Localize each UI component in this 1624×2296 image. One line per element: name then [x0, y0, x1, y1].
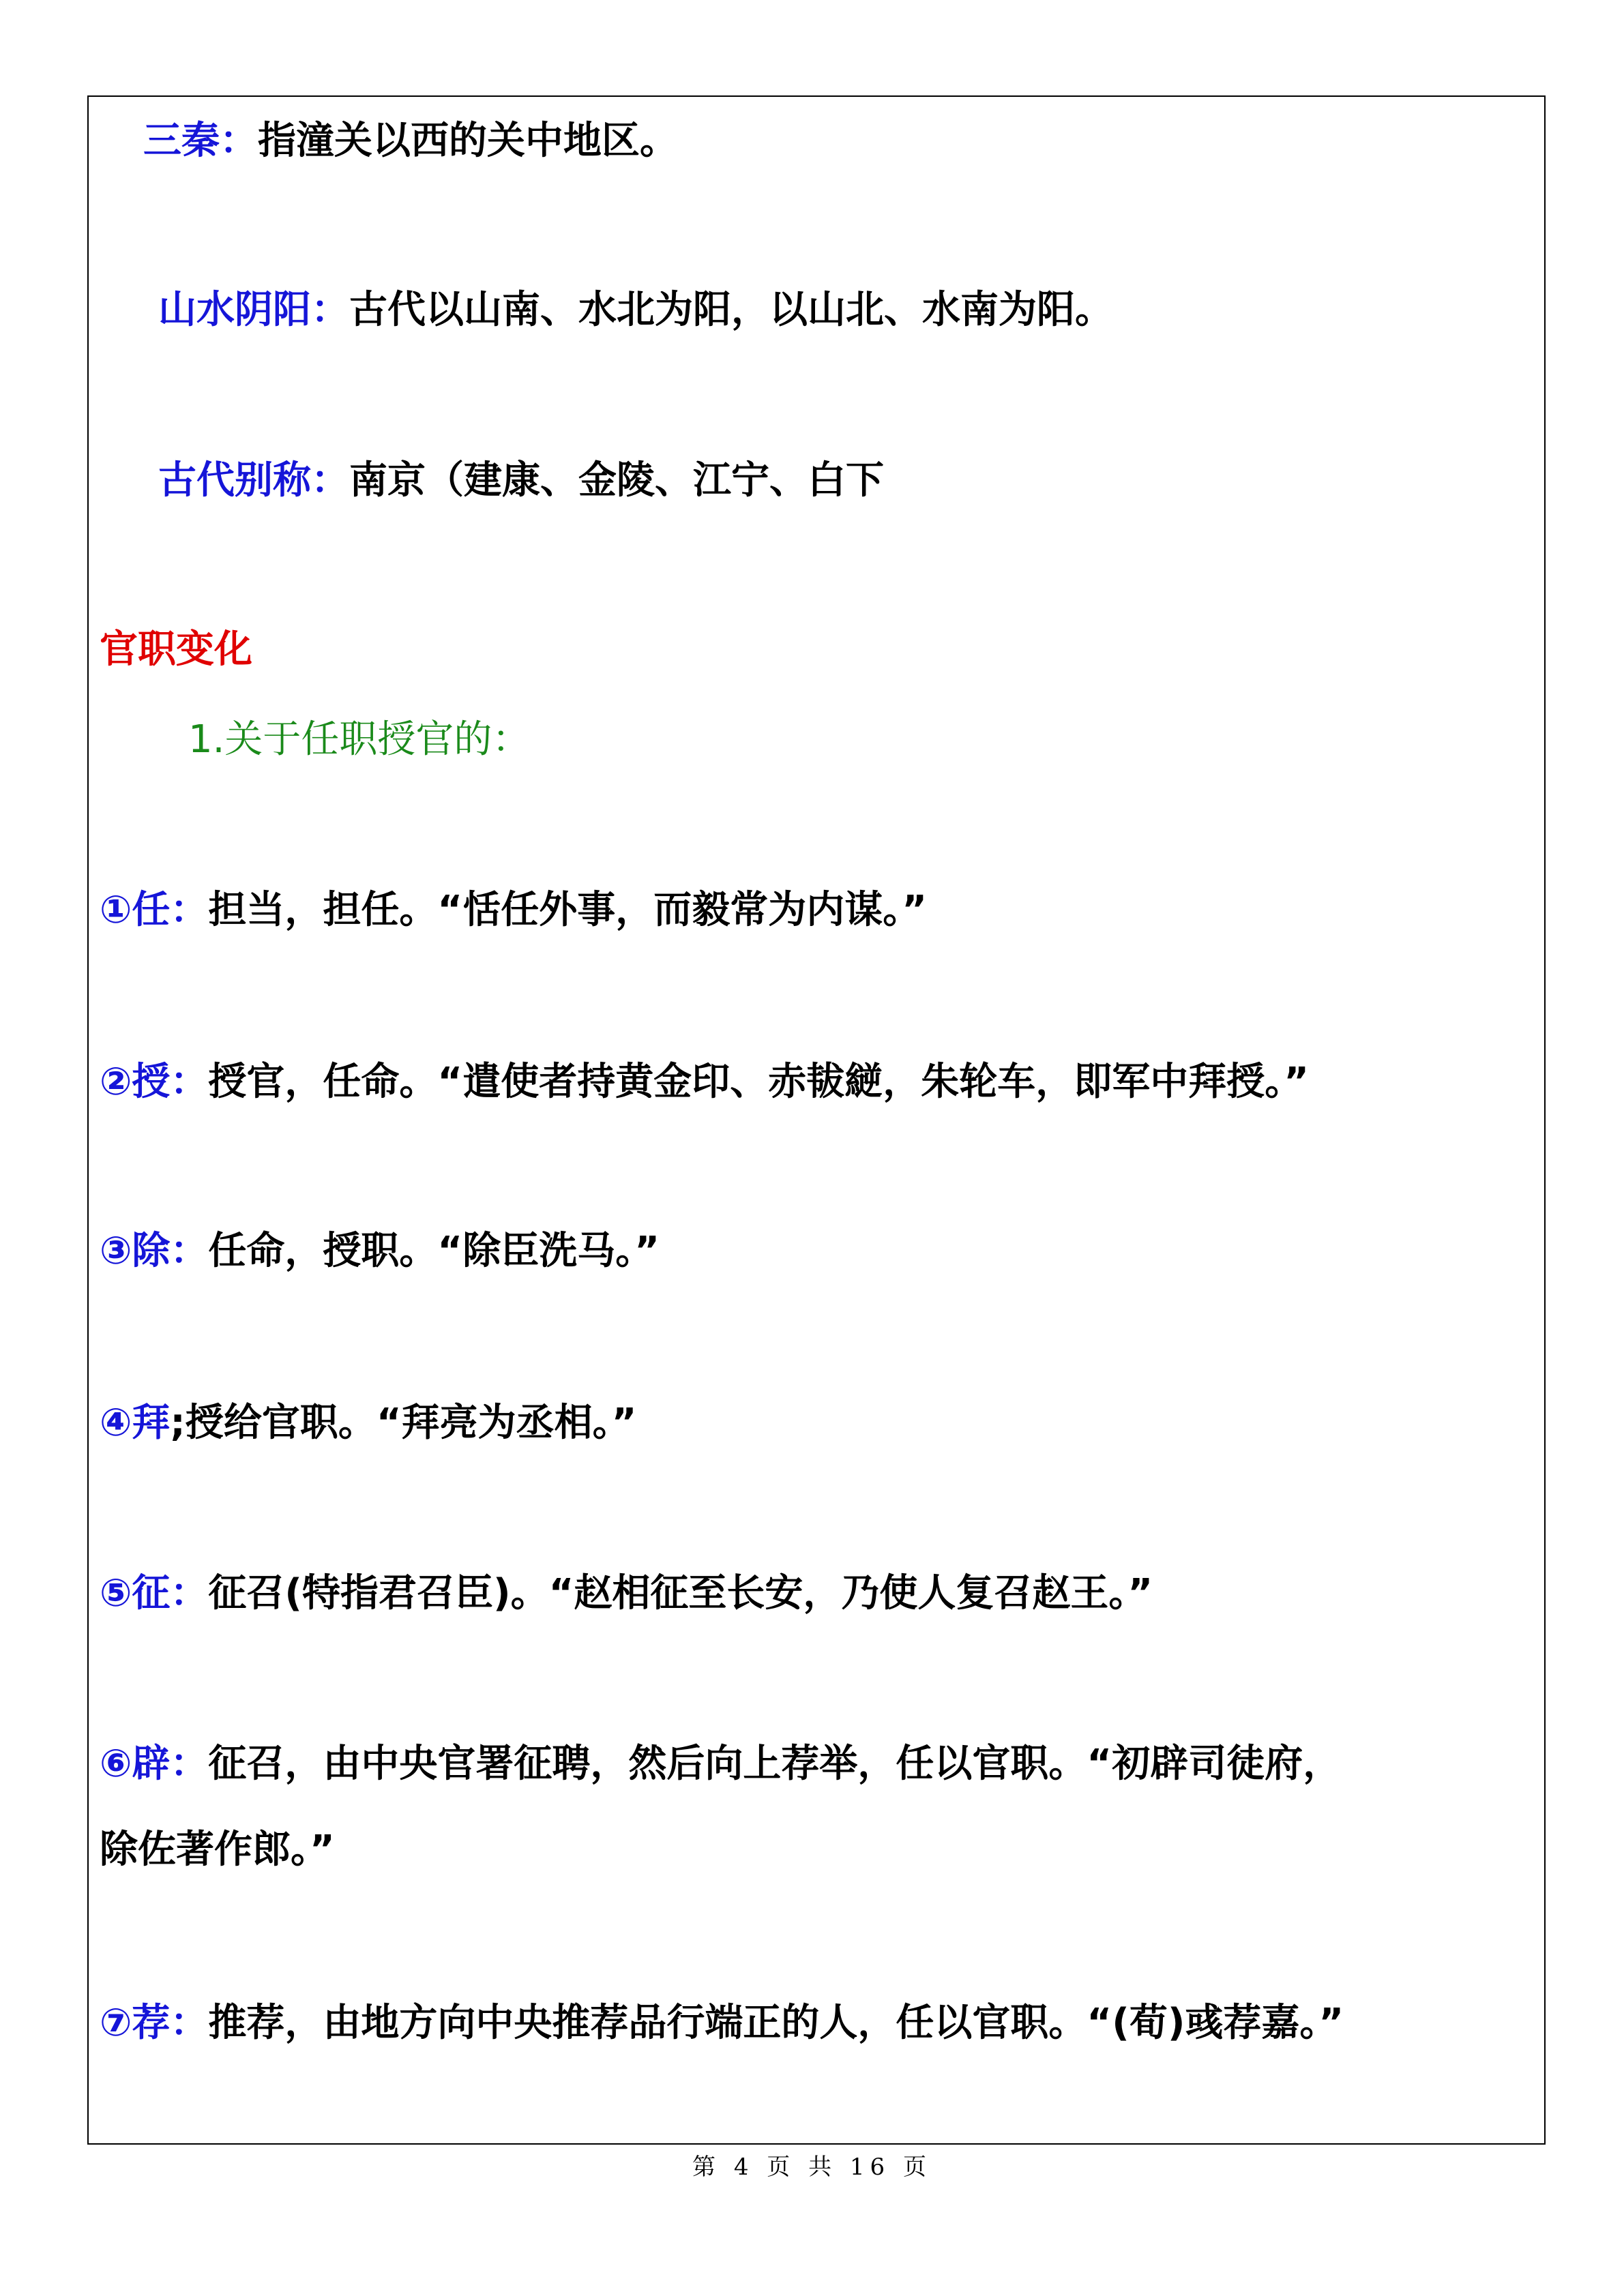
term-definition: 征召，由中央官署征聘，然后向上荐举，任以官职。“初辟司徒府，: [208, 1742, 1342, 1786]
section-title: 官职变化: [100, 627, 252, 672]
subsection-title: 1.关于任职授官的：: [188, 717, 531, 762]
term-definition: 古代以山南、水北为阳，以山北、水南为阳。: [349, 288, 1113, 332]
term-definition: 指潼关以西的关中地区。: [258, 119, 678, 163]
term-label: ②授：: [100, 1060, 209, 1104]
term-label: ①任：: [100, 888, 209, 932]
entry-bai: [100, 1399, 636, 1447]
geo-item-gudai-biecheng: [158, 457, 884, 505]
term-definition: 授官，任命。“遣使者持黄金印、赤韨縌，朱轮车，即军中拜授。”: [208, 1060, 1310, 1104]
term-definition: ;授给官职。“拜亮为丞相。”: [170, 1401, 637, 1445]
term-definition: 征召(特指君召臣)。“赵相征至长安，乃使人复召赵王。”: [208, 1571, 1153, 1615]
term-definition: 推荐，由地方向中央推荐品行端正的人，任以官职。“(荀)彧荐嘉。”: [208, 2001, 1344, 2045]
term-label: 古代别称：: [158, 458, 349, 503]
geo-item-sanqin: [143, 117, 678, 165]
entry-bi: [100, 1740, 1341, 1788]
term-definition: 任命，授职。“除臣洗马。”: [208, 1229, 660, 1273]
entry-zheng: [100, 1570, 1153, 1617]
entry-bi-continuation: 除佐著作郎。”: [100, 1828, 335, 1872]
page-footer: 第 4 页 共 16 页: [692, 2153, 932, 2181]
term-label: 山水阴阳：: [158, 288, 349, 332]
entry-jian: [100, 1999, 1344, 2047]
term-label: ⑦荐：: [100, 2001, 209, 2045]
term-label: ⑤征：: [100, 1571, 209, 1615]
term-label: ⑥辟：: [100, 1742, 209, 1786]
entry-chu: [100, 1227, 660, 1275]
term-label: 三秦：: [143, 119, 258, 163]
term-definition: 南京（建康、金陵、江宁、白下: [349, 458, 884, 503]
term-label: ③除：: [100, 1229, 209, 1273]
term-definition: 担当，担任。“恬任外事，而毅常为内谋。”: [208, 888, 928, 932]
entry-shou: [100, 1058, 1309, 1106]
geo-item-shanshui-yinyang: [158, 286, 1113, 334]
term-label: ④拜: [100, 1401, 171, 1445]
entry-ren: [100, 886, 927, 934]
